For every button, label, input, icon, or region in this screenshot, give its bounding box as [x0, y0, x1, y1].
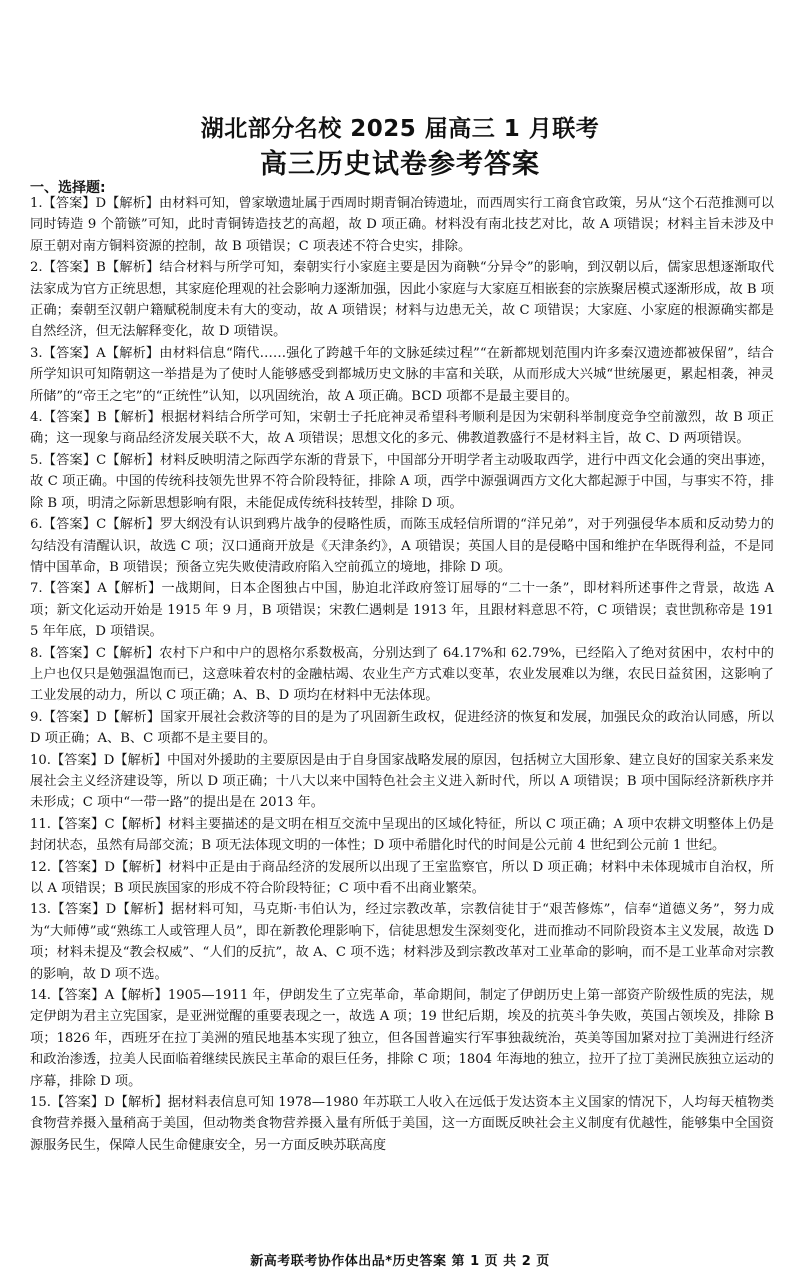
answer-item-14: 14.【答案】A【解析】1905—1911 年，伊朗发生了立宪革命，革命期间，制定了伊朗历史上第一部资产阶级性质的宪法，规定伊朗为君主立宪国家，是亚洲觉醒的重要表现之一，故选 A 项；19 世纪后期，埃及的抗英斗争失败，英国占领埃及，排除 B 项；1826 年，西班牙在拉丁美洲的殖民地基本实现了独立，但各国普遍实行军事独裁统治，英美等国加紧对拉丁美洲进行经济和政治渗透，拉美人民面临着继续民族民主革命的艰巨任务，排除 C 项；1804 年海地的独立，拉开了拉丁美洲民族独立运动的序幕，排除 D 项。 [30, 988, 774, 1089]
answer-item-1: 1.【答案】D【解析】由材料可知，曾家墩遗址属于西周时期青铜冶铸遗址，而西周实行工商食官政策，另从“这个石范推测可以同时铸造 9 个箭镞”可知，此时青铜铸造技艺的高超，故 D 项正确。材料没有南北技艺对比，故 A 项错误；材料主旨未涉及中原王朝对南方铜料资源的控制，故 B 项错误；C 项表述不符合史实，排除。 [30, 196, 774, 254]
answer-item-11: 11.【答案】C【解析】材料主要描述的是文明在相互交流中呈现出的区域化特征，所以 C 项正确；A 项中农耕文明整体上仍是封闭状态，虽然有局部交流；B 项无法体现文明的一体性；D 项中希腊化时代的时间是公元前 4 世纪到公元前 1 世纪。 [30, 816, 774, 854]
answer-item-5: 5.【答案】C【解析】材料反映明清之际西学东渐的背景下，中国部分开明学者主动吸取西学，进行中西文化会通的突出事迹，故 C 项正确。中国的传统科技领先世界不符合阶段特征，排除 A 项，西学中源强调西方文化大都起源于中国，与事实不符，排除 B 项，明清之际新思想影响有限，未能促成传统科技转型，排除 D 项。 [30, 452, 774, 511]
answer-item-12: 12.【答案】D【解析】材料中正是由于商品经济的发展所以出现了王室监察官，所以 D 项正确；材料中未体现城市自治权，所以 A 项错误；B 项民族国家的形成不符合阶段特征；C 项中看不出商业繁荣。 [30, 859, 774, 896]
answer-key-title: 高三历史试卷参考答案 [260, 149, 540, 180]
answer-item-15: 15.【答案】D【解析】据材料表信息可知 1978—1980 年苏联工人收入在远低于发达资本主义国家的情况下，人均每天植物类食物营养摄入量稍高于美国，但动物类食物营养摄入量有所低于美国，这一方面既反映社会主义制度有优越性，能够集中全国资源服务民生，保障人民生命健康安全，另一方面反映苏联高度 [30, 1095, 774, 1153]
answer-item-7: 7.【答案】A【解析】一战期间，日本企图独占中国，胁迫北洋政府签订屈辱的“二十一条”，即材料所述事件之背景，故选 A 项；新文化运动开始是 1915 年 9 月，B 项错误；宋教仁遇刺是 1913 年，且跟材料意思不符，C 项错误；袁世凯称帝是 1915 年年底，D 项错误。 [30, 581, 774, 640]
answer-item-2: 2.【答案】B【解析】结合材料与所学可知，秦朝实行小家庭主要是因为商鞅“分异令”的影响，到汉朝以后，儒家思想逐渐取代法家成为官方正统思想，其家庭伦理观的社会影响力逐渐加强，因此小家庭与大家庭互相嵌套的宗族聚居模式逐渐形成，故 B 项正确；秦朝至汉朝户籍赋税制度未有大的变动，故 A 项错误；材料与边患无关，故 C 项错误；大家庭、小家庭的根源确实都是自然经济，但无法解释变化，故 D 项错误。 [30, 260, 774, 340]
exam-title: 湖北部分名校 2025 届高三 1 月联考 [200, 116, 600, 142]
answer-item-3: 3.【答案】A【解析】由材料信息“隋代……强化了跨越千年的文脉延续过程”“在新都规划范围内许多秦汉遗迹都被保留”，结合所学知识可知隋朝这一举措是为了使时人能够感受到都城历史文脉的丰富和关联，从而形成大兴城“世统屡更，累起相袭，神灵所储”的“帝王之宅”的“正统性”认知，以巩固统治，故 A 项正确。BCD 项都不是最主要目的。 [30, 345, 774, 404]
answer-item-9: 9.【答案】D【解析】国家开展社会救济等的目的是为了巩固新生政权，促进经济的恢复和发展，加强民众的政治认同感，所以 D 项正确；A、B、C 项都不是主要目的。 [30, 709, 774, 747]
answer-item-13: 13.【答案】D【解析】据材料可知，马克斯·韦伯认为，经过宗教改革，宗教信徒甘于“艰苦修炼”，信奉“道德义务”，努力成为“大师傅”或“熟练工人或管理人员”，即在新教伦理影响下，信徒思想发生深刻变化，进而推动不同阶段资本主义发展，故选 D 项；材料未提及“教会权威”、“人们的反抗”，故 A、C 项不选；材料涉及到宗教改革对工业革命的影响，而不是工业革命对宗教的影响，故 D 项不选。 [30, 902, 774, 982]
page-footer: 新高考联考协作体出品*历史答案 第 1 页 共 2 页 [250, 1254, 550, 1269]
answer-item-4: 4.【答案】B【解析】根据材料结合所学可知，宋朝士子托庇神灵希望科考顺利是因为宋朝科举制度竞争空前激烈，故 B 项正确；这一现象与商品经济发展关联不大，故 A 项错误；思想文化的多元、佛教道教盛行不是材料主旨，故 C、D 两项错误。 [30, 410, 774, 447]
answer-list [30, 193, 774, 1156]
answer-item-8: 8.【答案】C【解析】农村下户和中户的恩格尔系数极高，分别达到了 64.17%和 62.79%，已经陷入了绝对贫困中，农村中的上户也仅只是勉强温饱而已，这意味着农村的金融枯竭、农业生产方式难以变革，农业发展难以为继，农民日益贫困，这影响了工业发展的动力，所以 C 项正确；A、B、D 项均在材料中无法体现。 [30, 645, 774, 704]
answer-item-6: 6.【答案】C【解析】罗大纲没有认识到鸦片战争的侵略性质，而陈玉成轻信所谓的“洋兄弟”，对于列强侵华本质和反动势力的勾结没有清醒认识，故选 C 项；汉口通商开放是《天津条约》，A 项错误；英国人目的是侵略中国和维护在华既得利益，不是同情中国革命，B 项错误；预备立宪失败使清政府陷入空前孤立的境地，排除 D 项。 [30, 517, 774, 575]
answer-item-10: 10.【答案】D【解析】中国对外援助的主要原因是由于自身国家战略发展的原因，包括树立大国形象、建立良好的国家关系来发展社会主义经济建设等，所以 D 项正确；十八大以来中国特色社会主义进入新时代，所以 A 项错误；B 项中国际经济新秩序并未形成；C 项中“一带一路”的提出是在 2013 年。 [30, 752, 774, 811]
section-heading: 一、选择题: [30, 180, 106, 196]
